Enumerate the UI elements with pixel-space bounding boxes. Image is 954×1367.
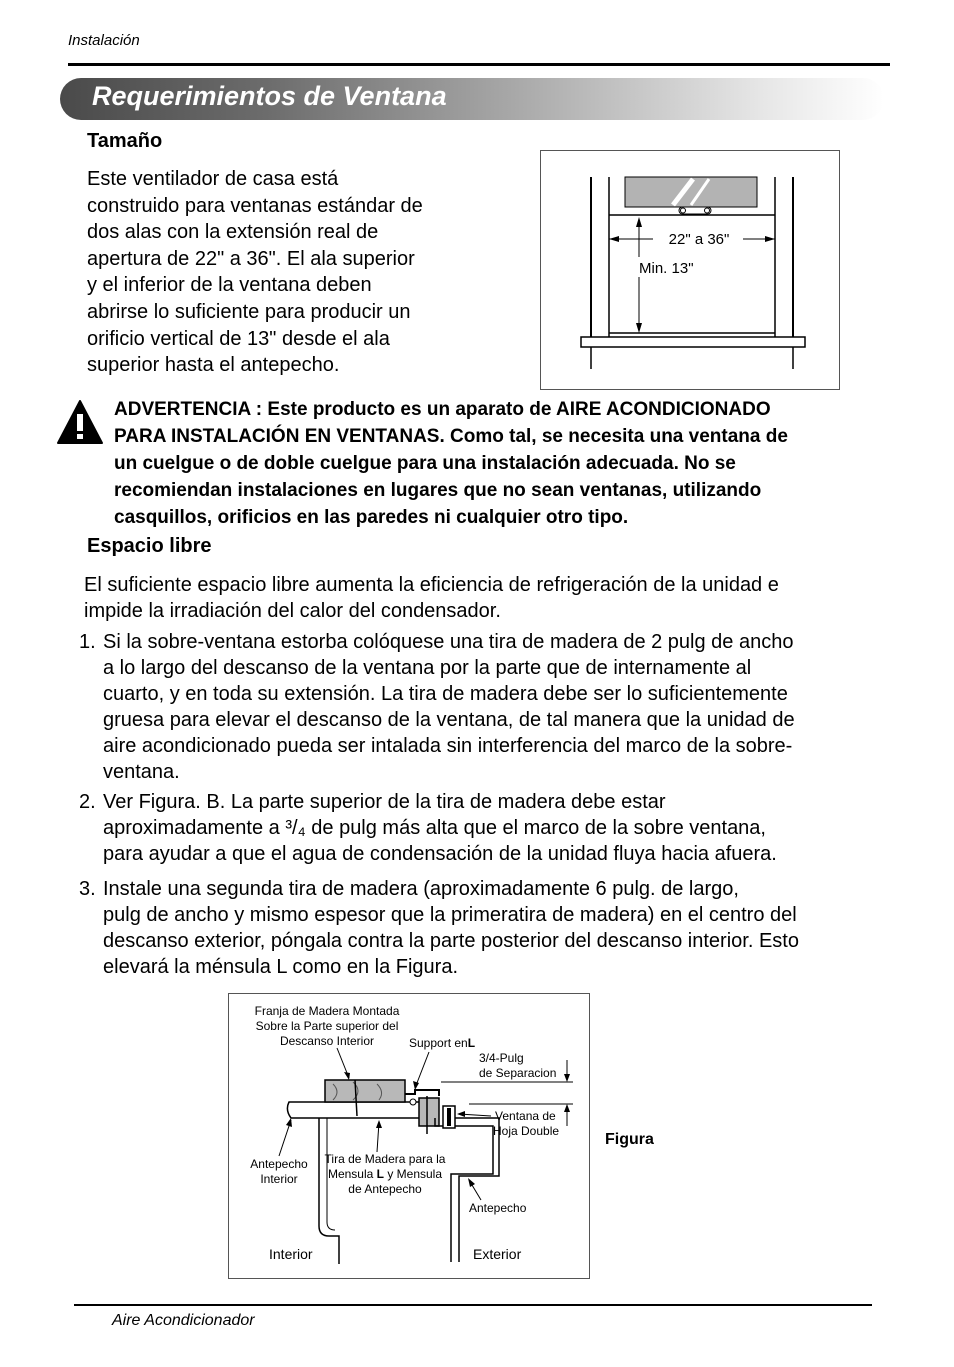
label-strip: de Antepecho [348, 1182, 422, 1196]
list-item-1 [79, 629, 909, 789]
list-number: 1. [79, 631, 96, 653]
size-line: abrirse lo suficiente para producir un [87, 300, 411, 323]
warning-line: un cuelgue o de doble cuelgue para una instalación adecuada. No se [114, 453, 736, 474]
label-interior: Interior [269, 1246, 313, 1262]
list-number: 2. [79, 791, 96, 813]
list-text [103, 789, 903, 867]
label-inner-sill: Interior [260, 1172, 298, 1186]
list-line: gruesa para elevar el descanso de la ventana, de tal manera que la unidad de [103, 709, 795, 731]
label-strip: Tira de Madera para la [324, 1152, 446, 1166]
list-line: a lo largo del descanso de la ventana por la parte que de internamente al [103, 657, 752, 679]
list-line: pulg de ancho y mismo espesor que la primeratira de madera) en el centro del [103, 904, 797, 926]
label-strip: Mensula L y Mensula [327, 1167, 443, 1181]
label-gap: de Separacion [479, 1066, 557, 1080]
size-line: Este ventilador de casa está [87, 168, 339, 190]
label-window: Hoja Double [493, 1124, 560, 1138]
warning-text [114, 396, 894, 531]
list-text [103, 876, 903, 980]
list-number: 3. [79, 878, 96, 900]
list-line: elevará la ménsula L como en la Figura. [103, 956, 458, 978]
list-line: para ayudar a que el agua de condensación de la unidad fluya hacia afuera. [103, 843, 777, 865]
width-dimension-label: 22" a 36" [668, 231, 730, 248]
list-line: cuarto, y en toda su extensión. La tira de madera debe ser lo suficientemente [103, 683, 788, 705]
label-mounted-strip: Franja de Madera Montada [254, 1004, 400, 1018]
clearance-heading: Espacio libre [87, 535, 212, 557]
figure-caption: Figura [605, 1131, 654, 1148]
list-line: aire acondicionado pueda ser intalada sin interferencia del marco de la sobre- [103, 735, 793, 757]
list-item-3 [79, 876, 909, 982]
list-item-2 [79, 789, 909, 869]
intro-line: El suficiente espacio libre aumenta la eficiencia de refrigeración de la unidad e [84, 574, 779, 596]
size-line: superior hasta el antepecho. [87, 354, 340, 377]
window-diagram [541, 151, 839, 389]
section-label: Instalación [68, 32, 140, 49]
list-line: Si la sobre-ventana estorba colóquese una tira de madera de 2 pulg de ancho [103, 631, 794, 653]
title-banner [60, 78, 884, 120]
list-line: Ver Figura. B. La parte superior de la tira de madera debe estar [103, 791, 666, 813]
intro-line: impide la irradiación del calor del condensador. [84, 600, 501, 622]
warning-icon [56, 398, 104, 451]
clearance-intro [84, 572, 904, 624]
size-line: y el inferior de la ventana deben [87, 274, 372, 297]
label-mounted-strip: Descanso Interior [279, 1034, 375, 1048]
size-heading: Tamaño [87, 130, 163, 152]
window-size-figure [540, 150, 840, 390]
sill-diagram [229, 994, 589, 1278]
size-line: apertura de 22" a 36". El ala superior [87, 247, 415, 270]
label-gap: 3/4-Pulg [479, 1051, 524, 1065]
page-title: Requerimientos de Ventana [92, 81, 447, 111]
list-line: Instale una segunda tira de madera (aproximadamente 6 pulg. de largo, [103, 878, 739, 900]
height-dimension-label: Min. 13" [639, 260, 694, 277]
label-inner-sill: Antepecho [250, 1157, 308, 1171]
label-window: Ventana de [495, 1109, 556, 1123]
list-text [103, 629, 903, 785]
label-mounted-strip: Sobre la Parte superior del [255, 1019, 399, 1033]
warning-line: PARA INSTALACIÓN EN VENTANAS. Como tal, se necesita una ventana de [114, 426, 788, 447]
warning-line: ADVERTENCIA : Este producto es un aparato de AIRE ACONDICIONADO [114, 399, 771, 420]
list-line: ventana. [103, 761, 180, 783]
installation-figure [228, 993, 590, 1279]
list-line: descanso exterior, póngala contra la parte posterior del descanso interior. Esto [103, 930, 799, 952]
label-support-l: Support enL [409, 1036, 476, 1050]
size-paragraph [87, 166, 507, 379]
header-divider [68, 63, 890, 66]
size-line: construido para ventanas estándar de [87, 194, 423, 217]
label-exterior: Exterior [473, 1246, 522, 1262]
footer-divider [74, 1304, 872, 1306]
footer-label: Aire Acondicionador [112, 1312, 255, 1329]
size-line: orificio vertical de 13" desde el ala [87, 327, 390, 350]
warning-line: recomiendan instalaciones en lugares que no sean ventanas, utilizando [114, 480, 762, 501]
warning-line: casquillos, orificios en las paredes ni cualquier otro tipo. [114, 507, 629, 528]
list-line: aproximadamente a ³/₄ de pulg más alta que el marco de la sobre ventana, [103, 817, 766, 839]
size-line: dos alas con la extensión real de [87, 221, 379, 244]
label-outer-sill: Antepecho [469, 1201, 527, 1215]
